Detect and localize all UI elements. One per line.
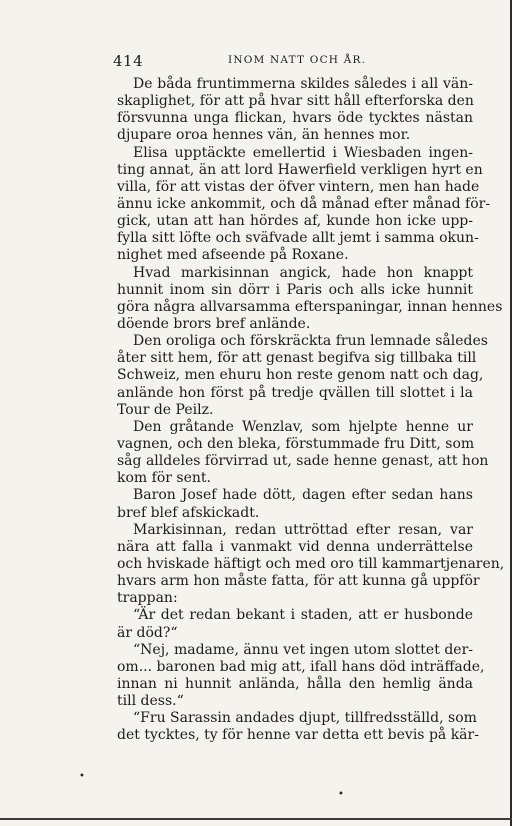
text-line: Hvad markisinnan angick, hade hon knappt (133, 264, 473, 281)
text-line: Markisinnan, redan uttröttad efter resan, var (133, 521, 473, 538)
page-number: 414 (113, 52, 144, 70)
text-line: hvars arm hon måste fatta, för att kunna gå uppför (117, 573, 480, 590)
text-line: Elisa upptäckte emellertid i Wiesbaden ingen- (133, 144, 473, 161)
text-line: till dess.“ (117, 693, 184, 710)
text-line: Baron Josef hade dött, dagen efter sedan hans (133, 487, 473, 504)
text-line: bref blef afskickadt. (117, 504, 260, 521)
text-line: hunnit inom sin dörr i Paris och alls icke hunnit (117, 281, 473, 298)
text-line: gick, utan att han hördes af, kunde hon icke upp- (117, 213, 473, 230)
body-text (117, 76, 505, 744)
text-line: om... baronen bad mig att, ifall hans död inträffade, (117, 658, 485, 675)
text-line: är död?“ (117, 624, 178, 641)
text-line: Den gråtande Wenzlav, som hjelpte henne ur (133, 418, 473, 435)
text-line: djupare oroa hennes vän, än hennes mor. (117, 127, 411, 144)
text-line: skaplighet, för att på hvar sitt håll efterforska den (117, 93, 474, 110)
page-bottom-edge (0, 818, 512, 820)
text-line: försvunna unga flickan, hvars öde tycktes nästan (117, 110, 473, 127)
text-line: Den oroliga och förskräckta frun lemnade således (133, 333, 488, 350)
text-line: nighet med afseende på Roxane. (117, 247, 349, 264)
text-line: såg alldeles förvirrad ut, sade henne genast, att hon (117, 453, 489, 470)
text-line: ting annat, än att lord Hawerfield verkligen hyrt en (117, 161, 483, 178)
ink-speck-mark: • (79, 771, 85, 782)
text-line: det tycktes, ty för henne var detta ett bevis på kär- (117, 727, 479, 744)
text-line: trappan: (117, 590, 178, 607)
text-line: innan ni hunnit anlända, hålla den hemlig ända (117, 675, 473, 692)
text-line: göra några allvarsamma efterspaningar, innan hennes (117, 298, 503, 315)
text-line: vagnen, och den bleka, förstummade fru Ditt, som (117, 435, 475, 452)
ink-speck-mark: • (338, 789, 344, 800)
text-line: döende brors bref anlände. (117, 315, 311, 332)
text-line: “Nej, madame, ännu vet ingen utom slottet der- (133, 641, 473, 658)
text-line: Tour de Peilz. (117, 401, 214, 418)
text-line: fylla sitt löfte och sväfvade allt jemt i samma okun- (117, 230, 479, 247)
text-line: åter sitt hem, för att genast begifva sig tillbaka till (117, 350, 477, 367)
text-line: nära att falla i vanmakt vid denna underrättelse (117, 538, 473, 555)
text-line: De båda fruntimmerna skildes således i all vän- (133, 76, 473, 92)
text-line: ännu icke ankommit, och då månad efter månad för- (117, 195, 491, 212)
text-line: anlände hon först på tredje qvällen till slottet i la (117, 384, 473, 401)
text-line: kom för sent. (117, 470, 211, 487)
text-line: “Är det redan bekant i staden, att er husbonde (133, 607, 473, 624)
text-line: och hviskade häftigt och med oro till kammartjenaren, (117, 555, 505, 572)
running-title: INOM NATT OCH ÅR. (228, 54, 367, 66)
text-line: Schweiz, men ehuru hon reste genom natt och dag, (117, 367, 484, 384)
text-line: “Fru Sarassin andades djupt, tillfredsställd, som (133, 710, 477, 727)
text-line: villa, för att vistas der öfver vintern, men han hade (117, 178, 480, 195)
